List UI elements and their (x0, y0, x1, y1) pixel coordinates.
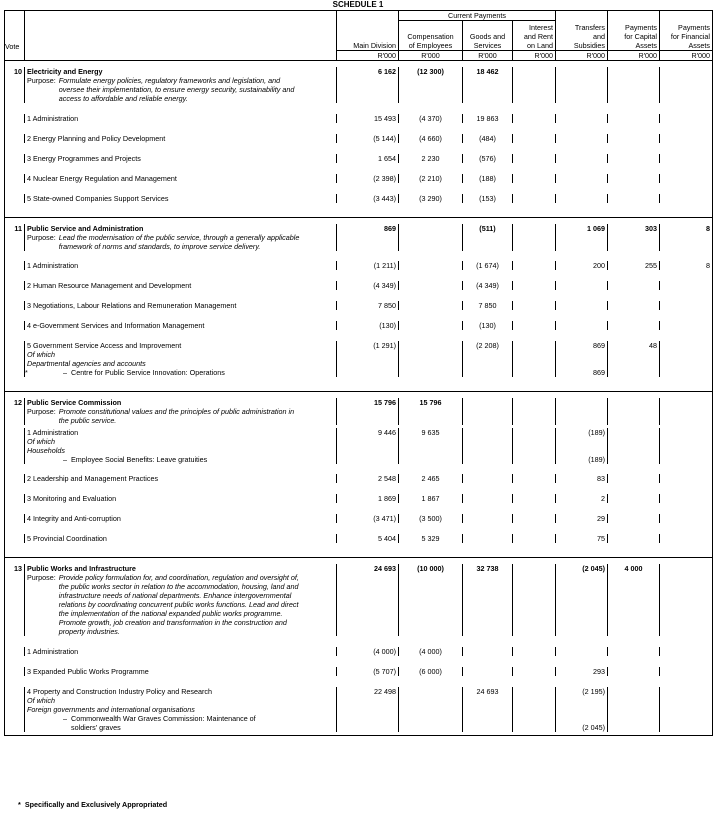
programme-label: 2 Energy Planning and Policy Development (25, 134, 337, 143)
footnote-mark: * (18, 800, 21, 809)
unit-label: R'000 (399, 51, 463, 61)
header-row-top (5, 11, 713, 21)
of-which-row: Of which (5, 696, 713, 705)
unit-row (5, 51, 713, 61)
total-financial: 8 (660, 224, 713, 233)
purpose-row (5, 76, 713, 103)
total-financial (660, 67, 713, 76)
programme-row: 3 Negotiations, Labour Relations and Remuneration Management 7 850 7 850 (5, 301, 713, 310)
programme-row: 2 Energy Planning and Policy Development (5 144) (4 660) (484) (5, 134, 713, 143)
goods-services-header: Goods and Services (463, 21, 513, 51)
sea-marker: * (25, 368, 28, 377)
total-transfers (556, 67, 608, 76)
schedule-page (4, 0, 712, 816)
programme-label: 4 Integrity and Anti-corruption (25, 514, 337, 523)
footnote-text: Specifically and Exclusively Appropriated (24, 800, 168, 809)
of-which-group-row: Households (5, 446, 713, 455)
of-which-group-row: Foreign governments and international organisations (5, 705, 713, 714)
unit-label: R'000 (556, 51, 608, 61)
vote-number: 10 (5, 67, 25, 76)
total-transfers: (2 045) (556, 564, 608, 573)
programme-label: 5 Provincial Coordination (25, 534, 337, 543)
compensation-header: Compensation of Employees (399, 21, 463, 51)
programme-label: 3 Expanded Public Works Programme (25, 667, 337, 676)
programme-label: 4 Property and Construction Industry Policy and Research (25, 687, 337, 696)
financial-assets-header: Payments for Financial Assets (660, 11, 713, 51)
vote-title-row (5, 67, 713, 76)
vote-header: Vote (5, 11, 25, 51)
total-compensation (399, 224, 463, 233)
programme-label: 5 Government Service Access and Improvement (25, 341, 337, 350)
unit-label: R'000 (660, 51, 713, 61)
transfers-header: Transfers and Subsidies (556, 11, 608, 51)
total-main: 15 796 (337, 398, 399, 407)
total-main: 869 (337, 224, 399, 233)
purpose-label: Purpose: (27, 76, 56, 85)
of-which-item-row: – Commonwealth War Graves Commission: Maintenance of soldiers' graves (2 045) (5, 714, 713, 732)
programme-row: 4 e-Government Services and Information Management (130) (130) (5, 321, 713, 330)
programme-label: 5 State-owned Companies Support Services (25, 194, 337, 203)
programme-row: 4 Property and Construction Industry Policy and Research 22 498 24 693 (2 195) (5, 687, 713, 696)
total-financial (660, 398, 713, 407)
purpose-label: Purpose: (27, 407, 56, 416)
current-payments-header: Current Payments (399, 11, 556, 21)
programme-row: 5 State-owned Companies Support Services (3 443) (3 290) (153) (5, 194, 713, 203)
of-which-group-row: Departmental agencies and accounts (5, 359, 713, 368)
programme-row: 1 Administration (4 000) (4 000) (5, 647, 713, 656)
total-compensation: (12 300) (399, 67, 463, 76)
total-interest (513, 224, 556, 233)
programme-row: 5 Government Service Access and Improvement (1 291) (2 208) 869 48 (5, 341, 713, 350)
unit-label: R'000 (463, 51, 513, 61)
programme-row: 5 Provincial Coordination 5 404 5 329 75 (5, 534, 713, 543)
vote-name: Public Service Commission (25, 398, 337, 407)
programme-label: 1 Administration (25, 261, 337, 270)
description-header (25, 11, 337, 51)
programme-row: 3 Monitoring and Evaluation 1 869 1 867 2 (5, 494, 713, 503)
of-which-row: Of which (5, 437, 713, 446)
of-which-item-row: – Employee Social Benefits: Leave gratuities (189) (5, 455, 713, 464)
purpose-row (5, 573, 713, 636)
programme-row: 3 Energy Programmes and Projects 1 654 2 230 (576) (5, 154, 713, 163)
vote-title-row (5, 398, 713, 407)
vote-number: 13 (5, 564, 25, 573)
vote-number: 12 (5, 398, 25, 407)
purpose-text: Provide policy formulation for, and coordination, regulation and oversight of, the public works sector in relation to the accommodation, housing, land and infrastructure needs of national departments. Enhance intergovernmental relations by coordinating concurrent public works functions. Lead and direct the implementation of the national expanded public works programme. Promote growth, job creation and transformation in the construction and property industries. (58, 573, 299, 636)
programme-label: 1 Administration (25, 647, 337, 656)
vote-name: Public Works and Infrastructure (25, 564, 337, 573)
programme-row: 1 Administration 9 446 9 635 (189) (5, 428, 713, 437)
programme-row: 1 Administration (1 211) (1 674) 200 255 8 (5, 261, 713, 270)
main-division-header: Main Division (337, 11, 399, 51)
capital-assets-header: Payments for Capital Assets (608, 11, 660, 51)
total-interest (513, 67, 556, 76)
vote-name: Public Service and Administration (25, 224, 337, 233)
purpose-label: Purpose: (27, 233, 56, 242)
vote-number: 11 (5, 224, 25, 233)
programme-label: 4 e-Government Services and Information Management (25, 321, 337, 330)
programme-label: 3 Monitoring and Evaluation (25, 494, 337, 503)
interest-rent-header: Interest and Rent on Land (513, 21, 556, 51)
programme-label: 1 Administration (25, 428, 337, 437)
total-transfers: 1 069 (556, 224, 608, 233)
purpose-text: Promote constitutional values and the principles of public administration in the public service. (58, 407, 295, 425)
purpose-text: Formulate energy policies, regulatory frameworks and legislation, and oversee their implementation, to ensure energy security, sustainability and access to affordable and reliable energy. (58, 76, 295, 103)
programme-label: 1 Administration (25, 114, 337, 123)
programme-label: 3 Negotiations, Labour Relations and Remuneration Management (25, 301, 337, 310)
unit-label: R'000 (337, 51, 399, 61)
of-which-item-row: * – Centre for Public Service Innovation: Operations 869 (5, 368, 713, 377)
purpose-row (5, 407, 713, 425)
total-capital (608, 67, 660, 76)
total-main: 24 693 (337, 564, 399, 573)
schedule-title: SCHEDULE 1 (332, 0, 384, 9)
total-main: 6 162 (337, 67, 399, 76)
total-interest (513, 564, 556, 573)
vote-title-row (5, 564, 713, 573)
total-capital: 4 000 (608, 564, 660, 573)
total-compensation: 15 796 (399, 398, 463, 407)
footnote (18, 800, 167, 809)
programme-row: 2 Human Resource Management and Development (4 349) (4 349) (5, 281, 713, 290)
programme-row: 2 Leadership and Management Practices 2 548 2 465 83 (5, 474, 713, 483)
programme-row: 4 Integrity and Anti-corruption (3 471) (3 500) 29 (5, 514, 713, 523)
total-compensation: (10 000) (399, 564, 463, 573)
total-capital (608, 398, 660, 407)
programme-row: 4 Nuclear Energy Regulation and Management (2 398) (2 210) (188) (5, 174, 713, 183)
unit-label: R'000 (513, 51, 556, 61)
total-goods: 18 462 (463, 67, 513, 76)
total-interest (513, 398, 556, 407)
total-goods: 32 738 (463, 564, 513, 573)
programme-label: 2 Leadership and Management Practices (25, 474, 337, 483)
total-financial (660, 564, 713, 573)
programme-label: 4 Nuclear Energy Regulation and Management (25, 174, 337, 183)
programme-label: 3 Energy Programmes and Projects (25, 154, 337, 163)
of-which-row: Of which (5, 350, 713, 359)
unit-label: R'000 (608, 51, 660, 61)
total-goods: (511) (463, 224, 513, 233)
purpose-text: Lead the modernisation of the public service, through a generally applicable framework of norms and standards, to improve service delivery. (58, 233, 300, 251)
vote-title-row (5, 224, 713, 233)
purpose-row (5, 233, 713, 251)
vote-name: Electricity and Energy (25, 67, 337, 76)
total-capital: 303 (608, 224, 660, 233)
total-transfers (556, 398, 608, 407)
appropriation-table (4, 10, 713, 736)
programme-row: 3 Expanded Public Works Programme (5 707) (6 000) 293 (5, 667, 713, 676)
programme-row: 1 Administration 15 493 (4 370) 19 863 (5, 114, 713, 123)
total-goods (463, 398, 513, 407)
purpose-label: Purpose: (27, 573, 56, 582)
programme-label: 2 Human Resource Management and Development (25, 281, 337, 290)
